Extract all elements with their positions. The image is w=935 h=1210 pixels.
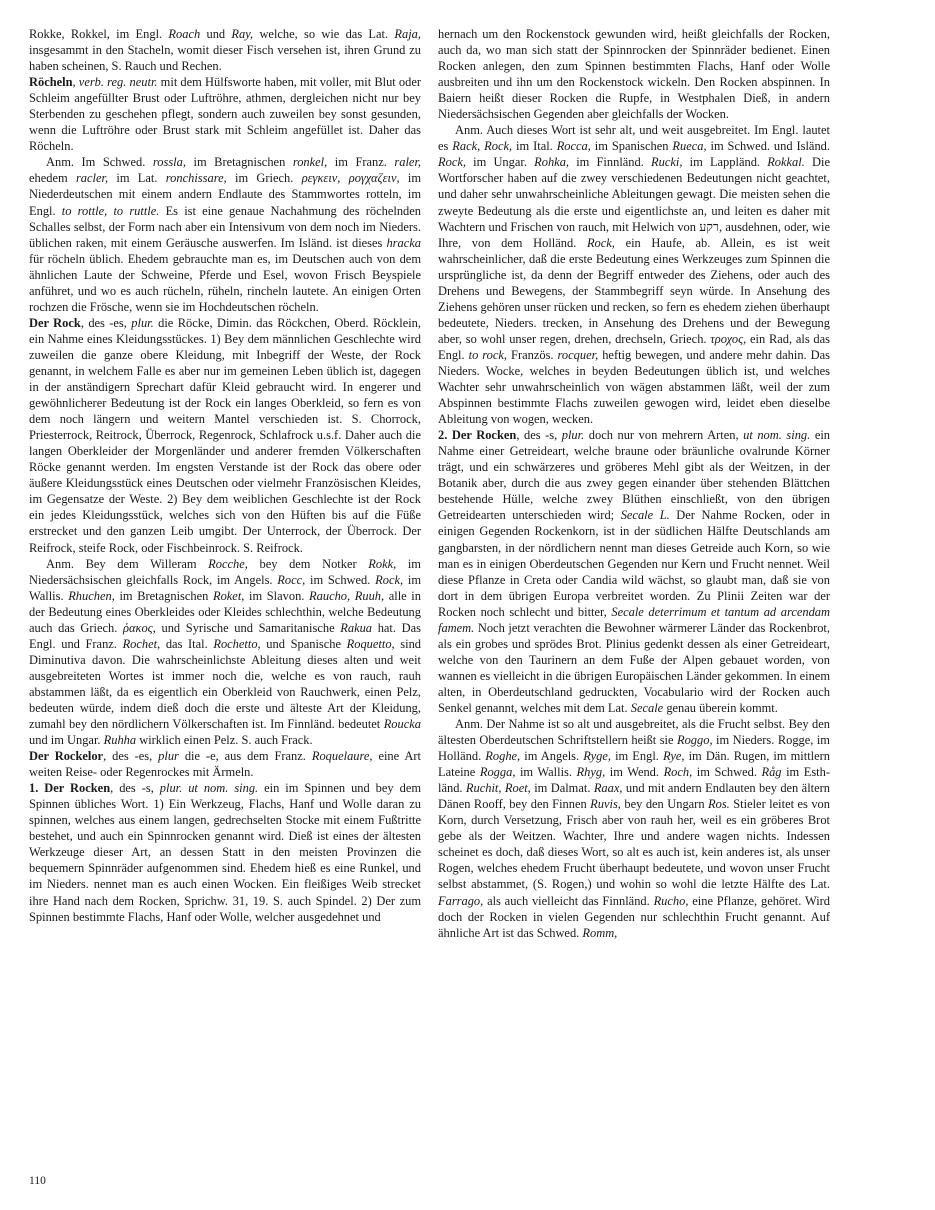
- italic-term: Roucka: [383, 717, 421, 732]
- italic-term: Rhuchen,: [68, 588, 115, 603]
- text-run: und im Ungar.: [29, 733, 104, 748]
- text-run: im Bretagnischen: [185, 155, 293, 170]
- italic-term: Roch,: [663, 765, 693, 780]
- text-run: im Esthländ.: [438, 765, 831, 796]
- text-run: im Slavon.: [244, 588, 310, 603]
- text-run: Stieler leitet es von Korn, durch Versetzung, Frisch aber von rauh her, weil es ein gröberes Brot gebe als der Weitzen. Wachter, Ihre und andere wagen nichts. Indessen scheinet es doch, daß dieses Wort, so alt es auch ist, kein anderes ist, als unser Rogen, welches ehedem Frucht überhaupt bedeutete, und wovon unser Frucht selbst abstammet, (S. Rogen,) und wohin so wohl die letzte Hälfte des Lat.: [438, 797, 830, 892]
- italic-term: ρεγκειν,: [301, 171, 341, 186]
- text-run: als auch vielleicht das Finnländ.: [483, 893, 654, 908]
- text-run: hat. Das Engl. und Franz.: [29, 620, 421, 651]
- text-run: im Lappländ.: [682, 155, 768, 170]
- text-run: im Nieders. Rogge, im Holländ.: [438, 733, 830, 764]
- text-run: mit dem Hülfsworte haben, mit voller, mit Blut oder Schleim angefüllter Brust oder Luftröhre, athmen, dergleichen nicht nur bey Sterbenden zu geschehen pflegt, sondern auch zuweilen bey sonst gesunden, wenn die Luftröhre oder Brust stark mit Schleim angefüllet ist. Daher das Röcheln.: [29, 75, 421, 154]
- paragraph-p6: [29, 748, 421, 780]
- italic-term: Rock,: [375, 572, 404, 587]
- text-run: die Röcke, Dimin. das Röckchen, Oberd. Röcklein, ein Nahme eines Kleidungsstückes. 1) Bey dem männlichen Geschlechte wird zuweilen die ganze obere Kleidung, mit Inbegriff der Weste, der Rock genannt, in welchem Falle es aber nur im gemeinen Leben üblich ist, dagegen in der anständigern Sprechart dafür Kleid gebraucht wird. In engerer und gewöhnlicherer Bedeutung ist der Rock ein langes Oberkleid, so fern es von dem noch längern und weitern Mantel verschieden ist. S. Chorrock, Priesterrock, Reitrock, Überrock, Regenrock, Schlafrock u.s.f. Daher auch die langen Oberkleider der Morgenländer und anderer fremden Völkerschaften Röcke genannt werden. Im engsten Verstande ist der Rock das obere oder äußere Kleidungsstück eines Deutschen oder vielmehr Französischen Kleides, im Gegensatze der Weste. 2) Bey dem weiblichen Geschlechte ist der Rock ein jedes Kleidungsstück, welches sich von den Hüften bis auf die Füße erstrecket und den ganzen Leib umgibt. Der Unterrock, der Überrock. Der Reifrock, steife Rock, oder Fischbeinrock. S. Reifrock.: [29, 315, 422, 555]
- text-run: im Wallis.: [515, 765, 577, 780]
- italic-term: Rye,: [662, 749, 685, 764]
- italic-term: ῥακος,: [122, 620, 156, 635]
- text-run: Anm. Im Schwed.: [46, 155, 153, 170]
- text-run: wirklich einen Pelz. S. auch Frack.: [136, 733, 313, 748]
- text-run: Es ist eine genaue Nachahmung des röchelnden Schalles selbst, der Form nach aber ein Intensivum von dem noch im Nieders. üblichen raken, mit einem Geräusche auswerfen. Im Isländ. ist dieses: [29, 203, 421, 250]
- text-run: ein Nahme einer Getreideart, welche braune oder bräunliche ovalrunde Körner trägt, und ein schwärzeres und gröberes Mehl gibt als der Weitzen, in der Botanik aber, durch die aus zwey gegen einander über stehenden Blättchen bestehende Hülle, welche zwey Blüthen einschließt, von den übrigen Getreidearten unterschieden wird;: [438, 428, 831, 523]
- text-run: heftig bewegen, und andere mehr dahin. Das Nieders. Wocke, welches in beyden Bedeutungen üblich ist, und welches Wachter sehr unwahrscheinlich von wägen abstammen läßt, weil der zum Abspinnen bestimmte Flachs zuweilen gewogen wird, leidet eben dieselbe Ableitung von wogen, wecken.: [438, 347, 830, 427]
- italic-term: to rock,: [468, 347, 508, 362]
- italic-term: plur: [158, 749, 179, 764]
- italic-term: Secale L.: [620, 508, 670, 523]
- paragraph-p4: [29, 315, 421, 556]
- italic-term: plur. ut nom. sing.: [159, 781, 259, 796]
- text-run: sind Diminutiva davon. Die wahrscheinlichste Ableitung dieses alten und weit ausgebreiteten Wortes ist immer noch die, welche es von rauch, rauh abstammen läßt, da es eigentlich ein Oberkleid von Rauchwerk, einen Pelz, bedeuten würde, indem dieß doch die erste und älteste Art der Kleidung, zumahl bey den nördlichern Völkerschaften ist. Im Finnländ. bedeutet: [29, 636, 422, 732]
- italic-term: Rakua: [340, 620, 373, 635]
- italic-term: ut nom. sing.: [743, 428, 811, 443]
- italic-term: Rock,: [438, 155, 466, 170]
- italic-term: Ruhha: [103, 733, 137, 748]
- italic-term: to rottle, to ruttle.: [61, 203, 160, 218]
- text-run: im Ungar.: [465, 155, 535, 170]
- text-run: Rokke, Rokkel, im Engl.: [29, 27, 169, 41]
- paragraph-p11: [438, 716, 830, 941]
- italic-term: plur.: [561, 428, 585, 443]
- italic-term: Rohka,: [534, 155, 570, 170]
- italic-term: Ray,: [231, 27, 254, 41]
- text-run: bey dem Notker: [247, 556, 369, 571]
- italic-term: Ros.: [708, 797, 730, 812]
- italic-term: Rochet,: [122, 636, 161, 651]
- italic-term: ρογχαζειν,: [348, 171, 400, 186]
- italic-term: rocquer,: [557, 347, 599, 362]
- italic-term: Roket,: [212, 588, 245, 603]
- italic-term: Raucho, Ruuh,: [309, 588, 385, 603]
- text-run: רקע: [699, 219, 720, 234]
- italic-term: Farrago,: [438, 893, 484, 908]
- italic-term: Rack, Rock,: [452, 139, 513, 154]
- italic-term: Rocc,: [277, 572, 306, 587]
- italic-term: Rokkal.: [767, 155, 805, 170]
- text-run: ein Haufe, ab. Allein, es ist weit wahrscheinlicher, daß die erste Bedeutung eines Werkzeuges zum Spinnen die ursprüngliche ist, da denn der Begriff entweder des Ziehens, oder auch des Drehens und Bewegens, der Stammbegriff seyn würde. In Ansehung des Ziehens gehören unser rücken und recken, so fern es ehedem ziehen überhaupt bedeutete, Nieders. trecken, in Ansehung des Drehens und der Bewegung aber, so wohl unser regen, drehen, drechseln, Griech.: [438, 235, 830, 346]
- italic-term: Rucki,: [651, 155, 683, 170]
- text-run: im Schwed.: [305, 572, 376, 587]
- italic-term: Rhyg,: [576, 765, 606, 780]
- text-run: im Niederdeutschen mit einem andern Endlaute des Stammwortes rotteln, im Engl.: [29, 171, 422, 218]
- text-run: insgesammt in den Stacheln, womit dieser Fisch versehen ist, ihren Grund zu haben scheinen, S. Rauch und Rechen.: [29, 43, 421, 74]
- text-run: im Schwed.: [692, 765, 762, 780]
- text-run: ,: [72, 75, 79, 90]
- paragraph-p9: [438, 122, 830, 427]
- italic-term: τροχος,: [710, 331, 747, 346]
- italic-term: Roquetto,: [346, 636, 395, 651]
- text-run: für röcheln üblich. Ehedem gebrauchte man es, im Deutschen auch von dem ähnlichen Laute der Schweine, Pferde und Esel, wovon Frisch Beyspiele anführet, und wo es auch rücheln, rüheln, rincheln lautete. An einigen Orten rochzen die Frösche, wenn sie im Hochdeutschen röcheln.: [29, 251, 421, 314]
- italic-term: Romm,: [582, 925, 618, 940]
- text-run: Der Nahme Rocken, oder in einigen Gegenden Rockenkorn, ist in der südlichen Hälfte Deutschlands am gangbarsten, in der nördlichern nennt man dieses Getreide auch Korn, so wie man es in einigen Oberdeutschen Gegenden nur Kern und Frucht nennet. Weil diese Pflanze in Creta oder Candia wild wächst, so glaubt man, daß sie von dort in dem übrigen Europa verbreitet worden. Zu Plinii Zeiten war der Rocken noch schlecht und bitter,: [438, 508, 830, 619]
- text-run: eine Pflanze, gehöret. Wird doch der Rocken in vielen Gegenden nur schlechthin Frucht genannt. Auf ähnliche Art ist das Schwed.: [438, 893, 831, 940]
- italic-term: Raax,: [593, 781, 623, 796]
- text-run: im Angels.: [520, 749, 584, 764]
- italic-term: Secale deterrimum et tantum ad arcendam famem.: [438, 604, 830, 635]
- text-run: welche, so wie das Lat.: [253, 27, 395, 41]
- italic-term: ronchissare,: [165, 171, 227, 186]
- text-run: Die Wortforscher haben auf die zwey verschiedenen Bedeutungen nicht geachtet, und daher sehr unwahrscheinliche Ableitungen gewagt. Die meisten sehen die zweyte Bedeutung als die erste und eigentlichste an, und leiten es daher mit Wachtern und Frischen von rauch, mit Helwich von: [438, 155, 830, 234]
- text-run: im Finnländ.: [569, 155, 652, 170]
- text-run: , des -es,: [80, 315, 132, 330]
- text-run: ein Rad, als das Engl.: [438, 331, 830, 362]
- text-run: alle in der Bedeutung eines Oberkleides oder Kleides schlechthin, welche Bedeutung auch das Griech.: [29, 588, 421, 635]
- paragraph-p5: [29, 556, 421, 749]
- italic-term: Rueca,: [672, 139, 707, 154]
- headword: Der Rock: [29, 315, 81, 330]
- text-run: Anm. Bey dem Willeram: [46, 556, 209, 571]
- headword: 2. Der Rocken: [438, 428, 517, 443]
- text-run: genau überein kommt.: [663, 700, 778, 715]
- text-run: , des -s,: [516, 428, 562, 443]
- text-run: doch nur von mehrern Arten,: [584, 428, 744, 443]
- text-run: , ausdehnen, oder, wie Ihre, von dem Holländ.: [438, 219, 830, 250]
- italic-term: Ruvis,: [590, 797, 621, 812]
- italic-term: Secale: [630, 700, 664, 715]
- text-run: das Ital.: [160, 636, 214, 651]
- paragraph-p7: [29, 780, 421, 924]
- text-run: im Dalmat.: [530, 781, 594, 796]
- text-run: ehedem: [29, 171, 76, 186]
- text-run: hernach um den Rockenstock gewunden wird, heißt gleichfalls der Rocken, auch da, wo man sich statt der Spinnrocken der Spinnräder bedienet. Einen Rocken anlegen, den zum Spinnen bestimmten Flachs, Hanf oder Wolle ausbreiten und ihn um den Rockenstock wickeln. Den Rocken abspinnen. In Baiern heißt dieser Rocken die Rupfe, in Westphalen Dieß, in andern Niedersächsischen Gegenden aber gleichfalls der Wocken.: [438, 27, 830, 122]
- text-run: im Wallis.: [29, 572, 421, 603]
- text-run: und mit andern Endlauten bey den ältern Dänen Rooff, bey den Finnen: [438, 781, 830, 812]
- italic-term: Råg: [761, 765, 782, 780]
- italic-term: Roghe,: [485, 749, 521, 764]
- paragraph-p10: [438, 427, 830, 716]
- italic-term: ronkel,: [292, 155, 328, 170]
- text-run: und: [200, 27, 232, 41]
- paragraph-p1: [29, 26, 421, 74]
- italic-term: Raja,: [394, 27, 421, 41]
- italic-term: Roquelaure,: [311, 749, 373, 764]
- italic-term: Rogga,: [479, 765, 516, 780]
- italic-term: Rock,: [586, 235, 615, 250]
- text-run: im Spanischen: [590, 139, 673, 154]
- italic-term: Roach: [168, 27, 201, 41]
- italic-term: Roggo,: [676, 733, 713, 748]
- text-run: im Niedersächsischen gleichfalls Rock, im Angels.: [29, 556, 421, 587]
- headword: Röcheln: [29, 75, 73, 90]
- text-run: , des -es,: [103, 749, 159, 764]
- italic-term: Rochetto,: [213, 636, 261, 651]
- text-run: im Engl.: [610, 749, 663, 764]
- italic-term: racler,: [75, 171, 109, 186]
- text-run: im Franz.: [327, 155, 395, 170]
- paragraph-p8: [438, 26, 830, 122]
- text-run: die -e, aus dem Franz.: [178, 749, 312, 764]
- text-run: Französ.: [507, 347, 558, 362]
- italic-term: plur.: [131, 315, 154, 330]
- headword: Der Rockelor: [29, 749, 104, 764]
- italic-term: Rocche,: [208, 556, 248, 571]
- text-run: und Spanische: [260, 636, 347, 651]
- text-run: , des -s,: [110, 781, 160, 796]
- italic-term: Ryge,: [583, 749, 611, 764]
- paragraph-p2: [29, 74, 421, 154]
- page-number: 110: [29, 1175, 46, 1187]
- italic-term: raler,: [394, 155, 422, 170]
- paragraph-p3: [29, 154, 421, 314]
- text-run: Noch jetzt verachten die Bewohner wärmerer Länder das Rockenbrot, als ein grobes und sprödes Brot. Plinius gedenkt dessen als einer Getreideart, welche von den Taurinern an dem Fuße der Alpen gebauet worden, von wannen es vielleicht in die übrigen Europäischen Länder gekommen. In einem alten, in Oberdeutschland gedruckten, Vocabulario wird der Rocken auch Senkel genannt, welches mit dem Lat.: [438, 620, 830, 715]
- text-run: Anm. Auch dieses Wort ist sehr alt, und weit ausgebreitet. Im Engl. lautet es: [438, 123, 830, 154]
- text-run: [340, 171, 348, 185]
- text-run: und Syrische und Samaritanische: [155, 620, 341, 635]
- text-run: ein im Spinnen und bey dem Spinnen übliches Wort. 1) Ein Werkzeug, Flachs, Hanf und Wolle daran zu spinnen, welches aus einem langen, gedrechselten Stocke mit einem Fußtritte bestehet, und auch ein Spinnrocken genannt wird. Dieß ist eines der ältesten Werkzeuge dieser Art, an dessen Statt in den meisten Provinzen die bequemern Spinnräder aufgenommen sind. Ehedem hieß es eine Runkel, und im Nieders. nennet man es auch einen Wocken. Ein fleißiges Weib strecket ihre Hand nach dem Rocken, Sprichw. 31, 19. S. auch Spindel. 2) Der zum Spinnen bestimmte Flachs, Hanf oder Wolle, welcher ausgedehnet und: [29, 781, 422, 924]
- text-run: im Wend.: [605, 765, 664, 780]
- text-run: im Dän. Rugen, im mittlern Lateine: [438, 749, 831, 780]
- text-run: im Bretagnischen: [114, 588, 213, 603]
- italic-term: Rokk,: [368, 556, 397, 571]
- text-run: im Schwed. und Isländ.: [706, 139, 831, 154]
- right-column: [438, 26, 830, 941]
- text-run: Anm. Der Nahme ist so alt und ausgebreitet, als die Frucht selbst. Bey den ältesten Oberdeutschen Schriftstellern heißt sie: [438, 717, 830, 748]
- italic-term: Rucho,: [653, 893, 689, 908]
- italic-term: Ruchit, Roet,: [465, 781, 531, 796]
- italic-term: verb. reg. neutr.: [78, 75, 158, 90]
- text-run: eine Art weiten Reise- oder Regenrockes mit Ärmeln.: [29, 749, 421, 780]
- italic-term: hracka: [386, 235, 421, 250]
- text-run: im Ital.: [512, 139, 557, 154]
- italic-term: rossla,: [152, 155, 186, 170]
- headword: 1. Der Rocken: [29, 781, 111, 796]
- text-run: im Griech.: [226, 171, 302, 186]
- text-run: bey den Ungarn: [620, 797, 709, 812]
- left-column: [29, 26, 421, 925]
- italic-term: Rocca,: [556, 139, 591, 154]
- text-run: im Lat.: [108, 171, 166, 186]
